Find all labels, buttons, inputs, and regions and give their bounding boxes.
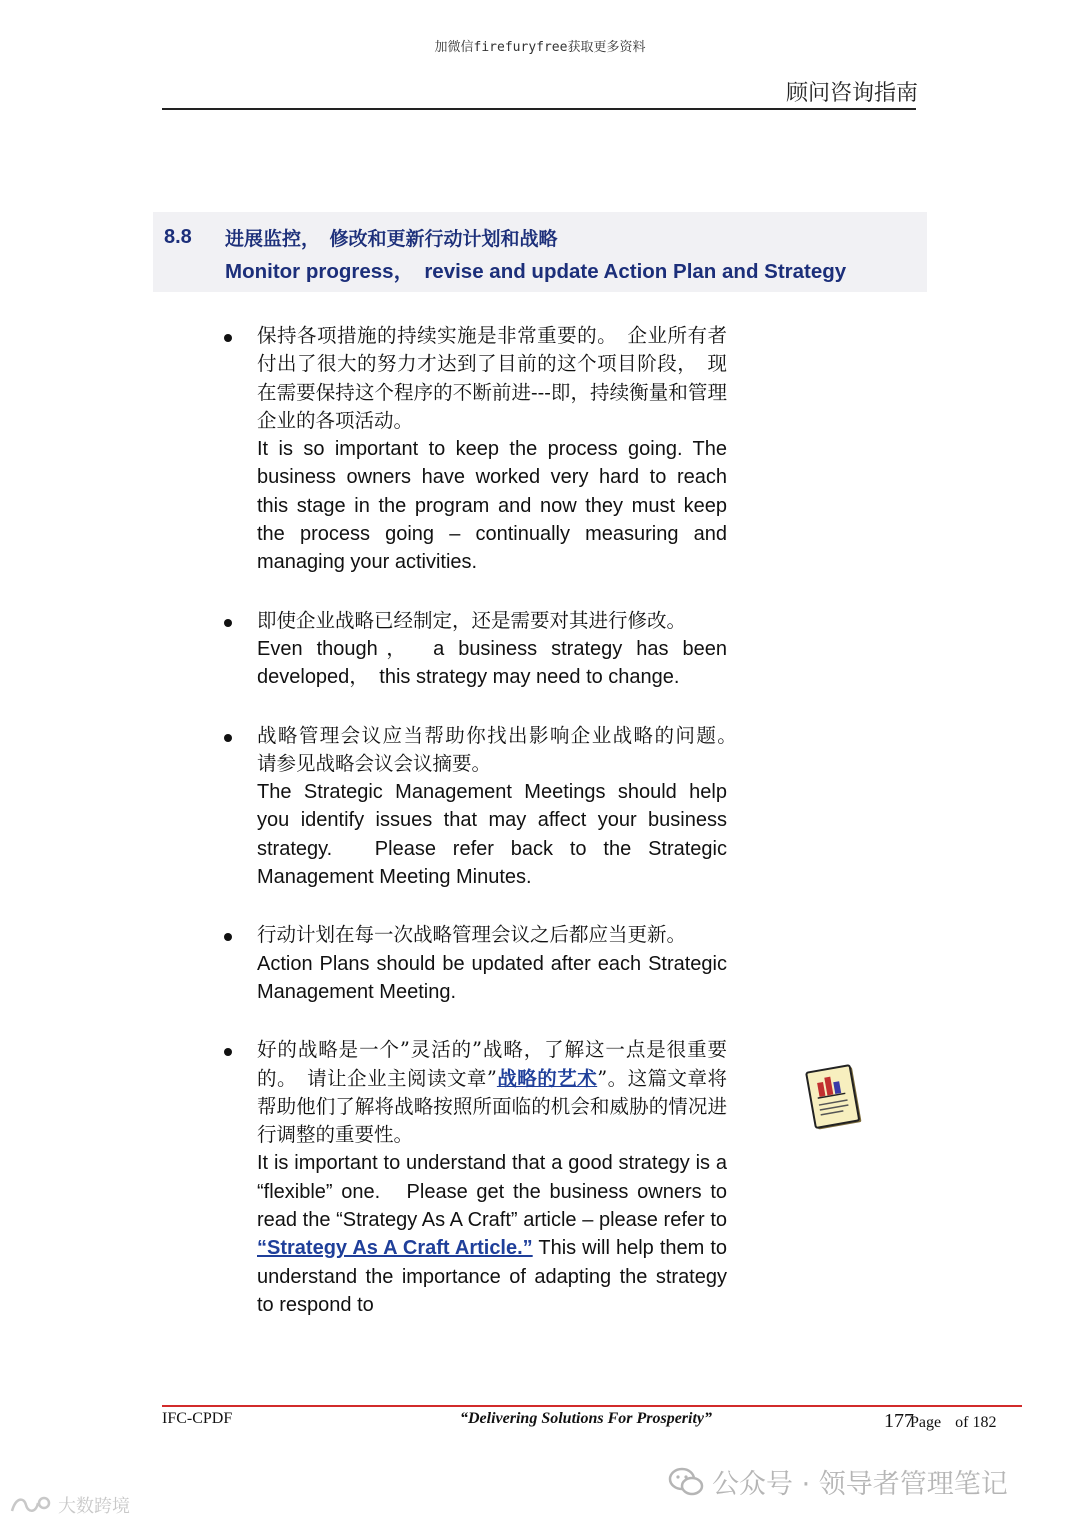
wechat-watermark [668,1462,1008,1501]
bullet-item [224,1036,728,1319]
wechat-watermark-text: 公众号 · 领导者管理笔记 [712,1469,1008,1500]
article-link-en[interactable]: “Strategy As A Craft Article.” [257,1237,533,1260]
logo-icon [8,1493,54,1517]
bullet-text-zh: 行动计划在每一次战略管理会议之后都应当更新。 [257,923,687,947]
bullet-dot [224,619,232,627]
corner-watermark-text: 大数跨境 [58,1496,130,1517]
document-title: 顾问咨询指南 [785,81,918,106]
text-span: 好的战略是一个”灵活的”战略，了解这一点是很重要的。 请让企业主阅读文章” [257,1038,727,1090]
bullet-item [224,322,728,577]
bullet-text-zh: 战略管理会议应当帮助你找出影响企业战略的问题。 请参见战略会议会议摘要。 [257,723,747,775]
section-title-en: Monitor progress， revise and update Action Plan and Strategy [225,260,847,283]
bullet-text-zh [257,1036,727,1149]
section-number: 8.8 [164,226,192,248]
page-total: of 182 [955,1414,997,1431]
header-rule [162,108,916,110]
wechat-icon [668,1467,704,1497]
text-span: ”。这篇文章将帮助他们了解将战略按照所面临的机会和威胁的情况进行调整的重要性。 [257,1066,727,1147]
bullet-text-en: Even though， a business strategy has been developed， this strategy may need to change. [257,637,727,689]
bullet-dot [224,334,232,342]
bullet-text-en: Action Plans should be updated after each Strategic Management Meeting. [257,952,727,1003]
document-chart-icon [803,1062,869,1134]
bullet-item [224,921,728,1006]
bullet-item [224,607,728,692]
article-link-zh[interactable]: 战略的艺术 [496,1066,598,1090]
text-span: This will help them to understand the importance of adapting the strategy to respond to [257,1237,727,1316]
footer-rule [162,1405,1022,1407]
section-title-zh: 进展监控， 修改和更新行动计划和战略 [225,228,558,250]
corner-watermark [8,1492,130,1518]
bullet-text-en [257,1149,727,1319]
bullet-dot [224,734,232,742]
footer-slogan: “Delivering Solutions For Prosperity” [460,1410,713,1427]
bullet-dot [224,1048,232,1056]
bullet-text-zh: 即使企业战略已经制定，还是需要对其进行修改。 [257,608,687,632]
bullet-text-en: It is so important to keep the process going. The business owners have worked very hard to reach this stage in the program and now they must keep the process going – continually measuring and managing your activities. [257,438,727,574]
bullet-dot [224,933,232,941]
page-number: 177 [884,1410,914,1432]
text-span: It is important to understand that a good strategy is a “flexible” one. Please get the business owners to read the “Strategy As A Craft” article – please refer to [257,1152,727,1232]
top-watermark: 加微信firefuryfree获取更多资料 [434,40,646,55]
bullet-list [224,322,747,1349]
bullet-text-zh: 保持各项措施的持续实施是非常重要的。 企业所有者付出了很大的努力才达到了目前的这个项目阶段， 现在需要保持这个程序的不断前进---即，持续衡量和管理企业的各项活动。 [257,324,727,432]
footer-left: IFC-CPDF [162,1410,233,1427]
section-heading-box [153,212,927,292]
footer-page-info [884,1410,996,1433]
page-label: Page [910,1414,942,1431]
bullet-text-en: The Strategic Management Meetings should help you identify issues that may affect your business strategy. Please refer back to the Strategic Management Meeting Minutes. [257,781,727,889]
bullet-item [224,722,747,892]
